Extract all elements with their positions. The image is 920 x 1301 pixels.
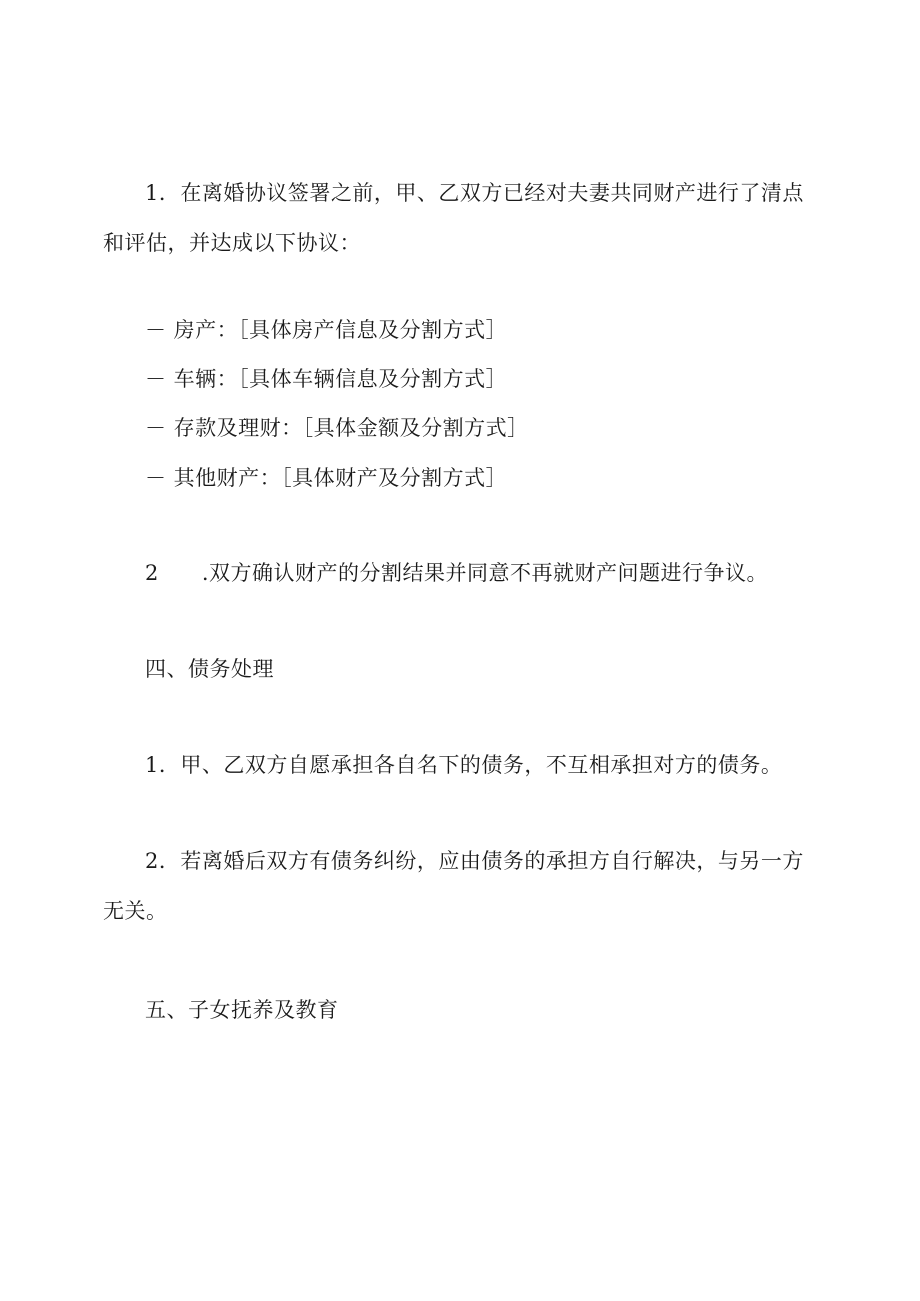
section-heading-children: 五、子女抚养及教育: [145, 998, 339, 1022]
asset-savings: － 存款及理财：［具体金额及分割方式］: [145, 416, 529, 440]
asset-house: － 房产：［具体房产信息及分割方式］: [145, 318, 508, 342]
property-item-1-line-2: 和评估，并达成以下协议：: [103, 231, 361, 255]
debt-item-1: 1．甲、乙双方自愿承担各自名下的债务，不互相承担对方的债务。: [145, 753, 783, 777]
debt-item-2-line-1: 2．若离婚后双方有债务纠纷，应由债务的承担方自行解决，与另一方: [145, 849, 804, 873]
property-item-1-line-1: 1．在离婚协议签署之前，甲、乙双方已经对夫妻共同财产进行了清点: [145, 181, 804, 205]
section-heading-debts: 四、债务处理: [145, 657, 274, 681]
property-item-2: 2 .双方确认财产的分割结果并同意不再就财产问题进行争议。: [145, 561, 769, 585]
asset-other: － 其他财产：［具体财产及分割方式］: [145, 466, 508, 490]
debt-item-2-line-2: 无关。: [103, 899, 168, 923]
asset-vehicle: － 车辆：［具体车辆信息及分割方式］: [145, 367, 508, 391]
